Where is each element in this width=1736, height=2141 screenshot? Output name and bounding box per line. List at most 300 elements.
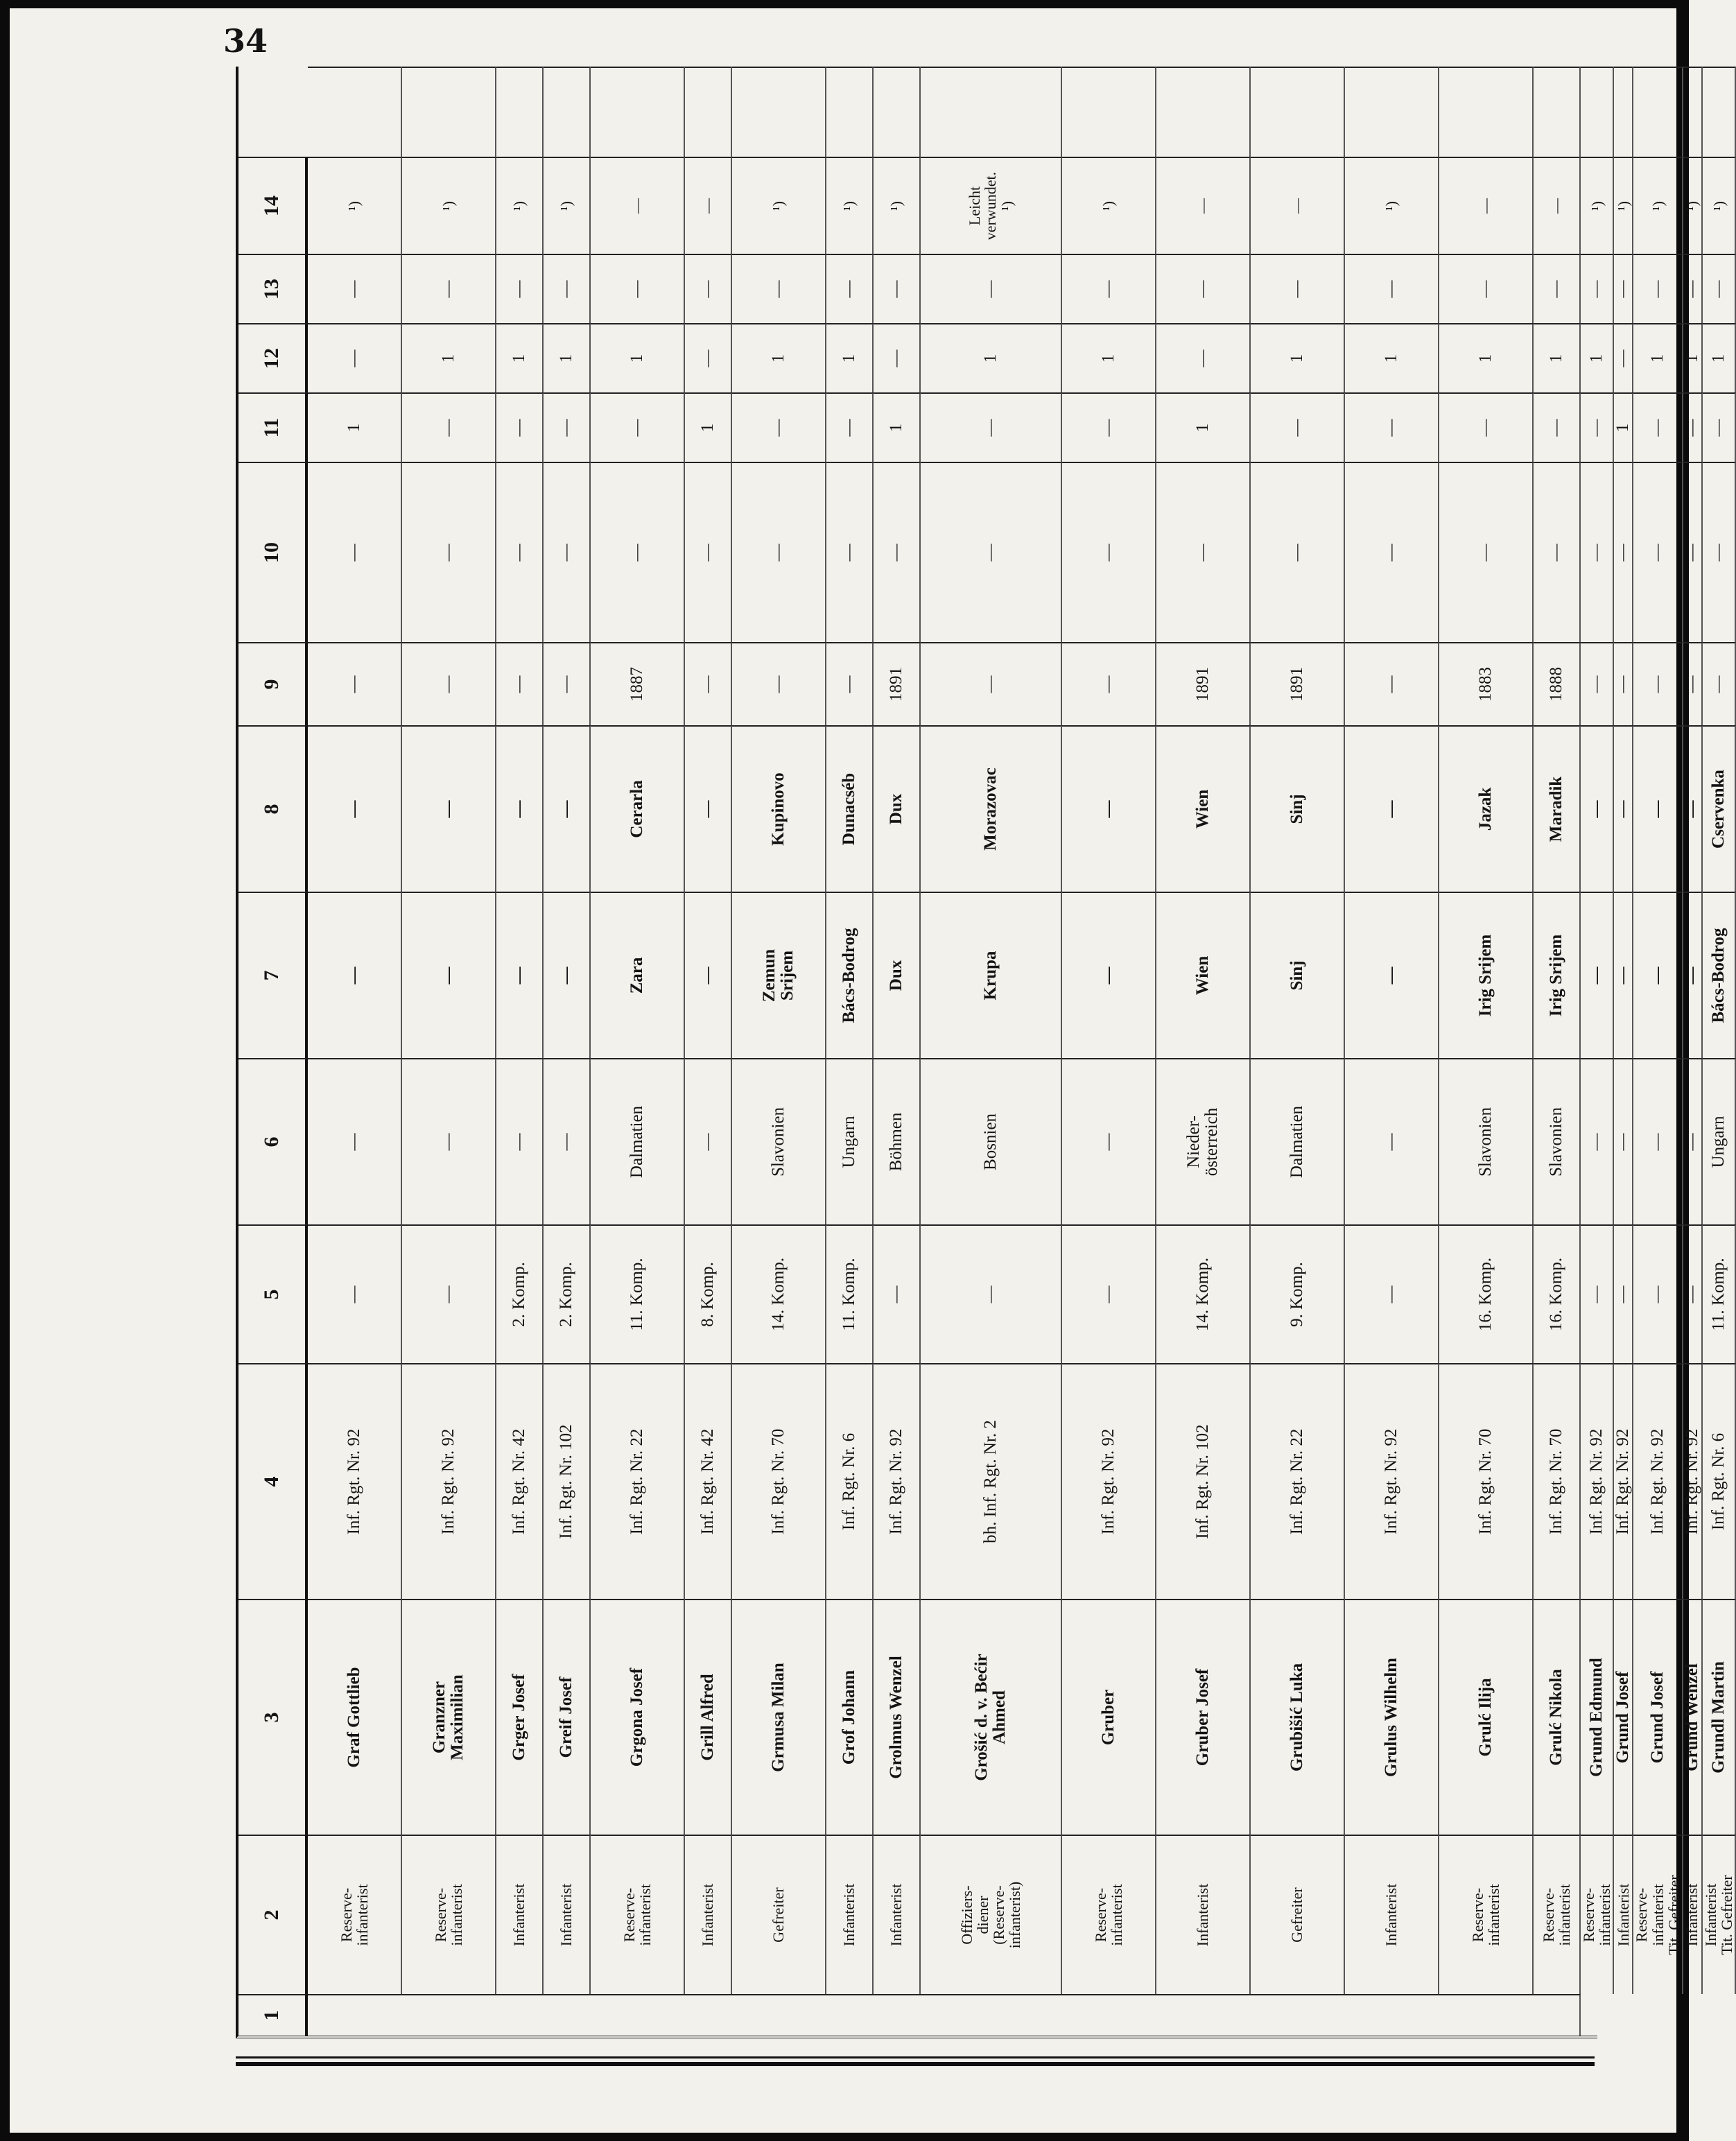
region-cell: —	[308, 1058, 402, 1224]
remark-cell: ¹)	[874, 157, 921, 254]
unit-cell: Inf. Rgt. Nr. 102	[1156, 1363, 1251, 1599]
district-cell: —	[685, 892, 732, 1058]
remark-cell: —	[685, 157, 732, 254]
region-cell: Ungarn	[1703, 1058, 1736, 1224]
year-cell: —	[1345, 642, 1439, 725]
town-cell: Wien	[1156, 725, 1251, 892]
town-cell: Sinj	[1251, 725, 1345, 892]
town-cell: Kupinovo	[732, 725, 826, 892]
blank-cell	[402, 67, 496, 157]
district-cell: Zemun Srijem	[732, 892, 826, 1058]
rank-cell: Reserve- infanterist	[1439, 1835, 1534, 1994]
rank-cell: Gefreiter	[732, 1835, 826, 1994]
col11-cell: —	[1703, 392, 1736, 462]
col11-cell: —	[496, 392, 544, 462]
company-cell: 14. Komp.	[732, 1224, 826, 1363]
col13-cell: —	[1439, 254, 1534, 323]
name-cell: Grubišić Luka	[1251, 1599, 1345, 1835]
col10-cell: —	[1062, 462, 1156, 642]
company-cell: 16. Komp.	[1439, 1224, 1534, 1363]
town-cell: —	[1614, 725, 1633, 892]
col13-cell: —	[921, 254, 1062, 323]
col10-cell: —	[874, 462, 921, 642]
column-header-2: 2	[238, 1835, 308, 1994]
column-header-14: 14	[238, 157, 308, 254]
remark-cell: ¹)	[402, 157, 496, 254]
col10-cell: —	[1581, 462, 1614, 642]
town-cell: Jazak	[1439, 725, 1534, 892]
col10-cell: —	[1534, 462, 1581, 642]
col11-cell: 1	[308, 392, 402, 462]
col12-cell: —	[1614, 323, 1633, 392]
blank-cell	[308, 67, 402, 157]
col10-cell: —	[496, 462, 544, 642]
name-cell: Grgona Josef	[591, 1599, 685, 1835]
year-cell: —	[308, 642, 402, 725]
col11-cell: —	[1345, 392, 1439, 462]
name-cell: Grulć Nikola	[1534, 1599, 1581, 1835]
rank-cell: Reserve- infanterist	[402, 1835, 496, 1994]
blank-cell	[1683, 67, 1703, 157]
town-cell: Dux	[874, 725, 921, 892]
unit-cell: Inf. Rgt. Nr. 92	[402, 1363, 496, 1599]
col13-cell: —	[1062, 254, 1156, 323]
company-cell: —	[921, 1224, 1062, 1363]
column-header-13: 13	[238, 254, 308, 323]
remark-cell: —	[1156, 157, 1251, 254]
col13-cell: —	[1683, 254, 1703, 323]
town-cell: Dunacséb	[826, 725, 874, 892]
rank-cell: Reserve- infanterist	[1534, 1835, 1581, 1994]
district-cell: Bács-Bodrog	[1703, 892, 1736, 1058]
blank-cell	[921, 67, 1062, 157]
blank-cell	[732, 67, 826, 157]
unit-cell: bh. Inf. Rgt. Nr. 2	[921, 1363, 1062, 1599]
blank-cell	[1581, 67, 1614, 157]
remark-cell: ¹)	[1683, 157, 1703, 254]
year-cell: —	[1703, 642, 1736, 725]
col12-cell: 1	[1703, 323, 1736, 392]
company-cell: 11. Komp.	[826, 1224, 874, 1363]
blank-cell	[874, 67, 921, 157]
year-cell: —	[1683, 642, 1703, 725]
col10-cell: —	[685, 462, 732, 642]
name-cell: Greif Josef	[544, 1599, 591, 1835]
col13-cell: —	[496, 254, 544, 323]
unit-cell: Inf. Rgt. Nr. 70	[732, 1363, 826, 1599]
unit-cell: Inf. Rgt. Nr. 6	[1703, 1363, 1736, 1599]
district-cell: Dux	[874, 892, 921, 1058]
blank-cell	[1439, 67, 1534, 157]
col11-cell: —	[732, 392, 826, 462]
column-header-11: 11	[238, 392, 308, 462]
col13-cell: —	[402, 254, 496, 323]
region-cell: Dalmatien	[591, 1058, 685, 1224]
remark-cell: ¹)	[1633, 157, 1683, 254]
blank-cell	[1614, 67, 1633, 157]
col12-cell: 1	[732, 323, 826, 392]
col10-cell: —	[544, 462, 591, 642]
remark-cell: ¹)	[1703, 157, 1736, 254]
rank-cell: Gefreiter	[1251, 1835, 1345, 1994]
region-cell: —	[1345, 1058, 1439, 1224]
remark-cell: Leicht verwundet. ¹)	[921, 157, 1062, 254]
company-cell: 8. Komp.	[685, 1224, 732, 1363]
col13-cell: —	[1581, 254, 1614, 323]
column-header-6: 6	[238, 1058, 308, 1224]
col10-cell: —	[591, 462, 685, 642]
column-header-12: 12	[238, 323, 308, 392]
unit-cell: Inf. Rgt. Nr. 92	[1581, 1363, 1614, 1599]
company-cell: —	[1633, 1224, 1683, 1363]
year-cell: —	[496, 642, 544, 725]
company-cell: 2. Komp.	[544, 1224, 591, 1363]
rank-cell: Infanterist	[874, 1835, 921, 1994]
year-cell: 1891	[874, 642, 921, 725]
blank-cell	[1062, 67, 1156, 157]
col11-cell: 1	[874, 392, 921, 462]
rank-cell: Infanterist	[1683, 1835, 1703, 1994]
col13-cell: —	[1534, 254, 1581, 323]
blank-cell	[1345, 67, 1439, 157]
name-cell: Grund Wenzel	[1683, 1599, 1703, 1835]
region-cell: Dalmatien	[1251, 1058, 1345, 1224]
col13-cell: —	[591, 254, 685, 323]
company-cell: —	[308, 1224, 402, 1363]
page-number: 34	[223, 22, 268, 60]
remark-cell: ¹)	[732, 157, 826, 254]
district-cell: —	[1062, 892, 1156, 1058]
unit-cell: Inf. Rgt. Nr. 92	[1614, 1363, 1633, 1599]
col12-cell: 1	[1345, 323, 1439, 392]
blank-cell	[1156, 67, 1251, 157]
unit-cell: Inf. Rgt. Nr. 92	[1683, 1363, 1703, 1599]
col10-cell: —	[1345, 462, 1439, 642]
region-cell: Bosnien	[921, 1058, 1062, 1224]
col13-cell: —	[1614, 254, 1633, 323]
district-cell: Sinj	[1251, 892, 1345, 1058]
name-cell: Grmusa Milan	[732, 1599, 826, 1835]
year-cell: —	[685, 642, 732, 725]
year-cell: —	[732, 642, 826, 725]
col11-cell: —	[1251, 392, 1345, 462]
name-cell: Gruber	[1062, 1599, 1156, 1835]
col13-cell: —	[685, 254, 732, 323]
town-cell: —	[1683, 725, 1703, 892]
district-cell: Irig Srijem	[1439, 892, 1534, 1058]
column-header-9: 9	[238, 642, 308, 725]
remark-cell: ¹)	[1345, 157, 1439, 254]
col11-cell: —	[591, 392, 685, 462]
remark-cell: —	[1439, 157, 1534, 254]
company-cell: 9. Komp.	[1251, 1224, 1345, 1363]
col10-cell: —	[1156, 462, 1251, 642]
rank-cell: Infanterist	[1614, 1835, 1633, 1994]
name-cell: Grund Josef	[1633, 1599, 1683, 1835]
col10-cell: —	[1251, 462, 1345, 642]
town-cell: —	[685, 725, 732, 892]
name-cell: Grger Josef	[496, 1599, 544, 1835]
year-cell: 1887	[591, 642, 685, 725]
col12-cell: 1	[591, 323, 685, 392]
year-cell: —	[826, 642, 874, 725]
col11-cell: —	[402, 392, 496, 462]
col10-cell: —	[1703, 462, 1736, 642]
blank-cell	[591, 67, 685, 157]
rank-cell: Reserve- infanterist Tit. Gefreiter	[1633, 1835, 1683, 1994]
district-cell: —	[544, 892, 591, 1058]
column-1-body	[308, 1994, 1581, 2036]
company-cell: 11. Komp.	[591, 1224, 685, 1363]
rank-cell: Reserve- infanterist	[591, 1835, 685, 1994]
name-cell: Grof Johann	[826, 1599, 874, 1835]
unit-cell: Inf. Rgt. Nr. 92	[308, 1363, 402, 1599]
company-cell: —	[1581, 1224, 1614, 1363]
col13-cell: —	[874, 254, 921, 323]
company-cell: —	[1683, 1224, 1703, 1363]
town-cell: —	[496, 725, 544, 892]
district-cell: —	[1683, 892, 1703, 1058]
unit-cell: Inf. Rgt. Nr. 102	[544, 1363, 591, 1599]
blank-cell	[1534, 67, 1581, 157]
col12-cell: —	[685, 323, 732, 392]
col10-cell: —	[1683, 462, 1703, 642]
region-cell: —	[1614, 1058, 1633, 1224]
col12-cell: 1	[1683, 323, 1703, 392]
region-cell: —	[1633, 1058, 1683, 1224]
outer-double-rule	[236, 2056, 1595, 2066]
rank-cell: Offiziers- diener (Reserve- infanterist)	[921, 1835, 1062, 1994]
col11-cell: —	[826, 392, 874, 462]
name-cell: Grulus Wilhelm	[1345, 1599, 1439, 1835]
col11-cell: —	[1581, 392, 1614, 462]
col12-cell: —	[1156, 323, 1251, 392]
col11-cell: 1	[1156, 392, 1251, 462]
company-cell: 11. Komp.	[1703, 1224, 1736, 1363]
year-cell: 1883	[1439, 642, 1534, 725]
blank-cell	[1703, 67, 1736, 157]
remark-cell: —	[1251, 157, 1345, 254]
blank-cell	[826, 67, 874, 157]
year-cell: —	[544, 642, 591, 725]
col11-cell: —	[1439, 392, 1534, 462]
col12-cell: 1	[1251, 323, 1345, 392]
year-cell: —	[1062, 642, 1156, 725]
col10-cell: —	[402, 462, 496, 642]
region-cell: Slavonien	[732, 1058, 826, 1224]
rank-cell: Infanterist	[685, 1835, 732, 1994]
rotated-table-container	[236, 42, 1736, 2038]
town-cell: —	[1062, 725, 1156, 892]
unit-cell: Inf. Rgt. Nr. 42	[685, 1363, 732, 1599]
col12-cell: —	[874, 323, 921, 392]
region-cell: —	[544, 1058, 591, 1224]
rank-cell: Infanterist	[544, 1835, 591, 1994]
name-cell: Grund Josef	[1614, 1599, 1633, 1835]
col13-cell: —	[1156, 254, 1251, 323]
district-cell: —	[1581, 892, 1614, 1058]
district-cell: Bács-Bodrog	[826, 892, 874, 1058]
year-cell: 1891	[1156, 642, 1251, 725]
region-cell: Böhmen	[874, 1058, 921, 1224]
district-cell: —	[1614, 892, 1633, 1058]
name-cell: Grolmus Wenzel	[874, 1599, 921, 1835]
col10-cell: —	[732, 462, 826, 642]
remark-cell: ¹)	[544, 157, 591, 254]
company-cell: 14. Komp.	[1156, 1224, 1251, 1363]
col13-cell: —	[732, 254, 826, 323]
rank-cell: Reserve- infanterist	[308, 1835, 402, 1994]
remark-cell: ¹)	[1614, 157, 1633, 254]
col12-cell: 1	[826, 323, 874, 392]
district-cell: Krupa	[921, 892, 1062, 1058]
company-cell: 2. Komp.	[496, 1224, 544, 1363]
rank-cell: Reserve- infanterist	[1581, 1835, 1614, 1994]
col12-cell: 1	[544, 323, 591, 392]
remark-cell: ¹)	[1581, 157, 1614, 254]
casualty-table	[236, 67, 1736, 2038]
company-cell: —	[1345, 1224, 1439, 1363]
col12-cell: 1	[1581, 323, 1614, 392]
company-cell: —	[402, 1224, 496, 1363]
col13-cell: —	[826, 254, 874, 323]
unit-cell: Inf. Rgt. Nr. 22	[591, 1363, 685, 1599]
remark-cell: ¹)	[496, 157, 544, 254]
col12-cell: 1	[1062, 323, 1156, 392]
remark-cell: ¹)	[1062, 157, 1156, 254]
col11-cell: 1	[1614, 392, 1633, 462]
district-cell: —	[402, 892, 496, 1058]
company-cell: —	[874, 1224, 921, 1363]
region-cell: —	[496, 1058, 544, 1224]
year-cell: —	[1633, 642, 1683, 725]
blank-cell	[685, 67, 732, 157]
column-header-5: 5	[238, 1224, 308, 1363]
col13-cell: —	[1345, 254, 1439, 323]
name-cell: Grundl Martin	[1703, 1599, 1736, 1835]
name-cell: Grošić d. v. Bećir Ahmed	[921, 1599, 1062, 1835]
town-cell: —	[544, 725, 591, 892]
column-header-10: 10	[238, 462, 308, 642]
col12-cell: —	[308, 323, 402, 392]
col13-cell: —	[1633, 254, 1683, 323]
name-cell: Grund Edmund	[1581, 1599, 1614, 1835]
rank-cell: Infanterist	[496, 1835, 544, 1994]
district-cell: —	[1633, 892, 1683, 1058]
remark-cell: —	[591, 157, 685, 254]
rank-cell: Infanterist	[1345, 1835, 1439, 1994]
column-header-3: 3	[238, 1599, 308, 1835]
town-cell: —	[1633, 725, 1683, 892]
unit-cell: Inf. Rgt. Nr. 70	[1534, 1363, 1581, 1599]
region-cell: —	[1062, 1058, 1156, 1224]
year-cell: —	[921, 642, 1062, 725]
rank-cell: Infanterist	[1156, 1835, 1251, 1994]
rank-cell: Reserve- infanterist	[1062, 1835, 1156, 1994]
year-cell: 1891	[1251, 642, 1345, 725]
town-cell: Maradik	[1534, 725, 1581, 892]
name-cell: Graf Gottlieb	[308, 1599, 402, 1835]
region-cell: Nieder- österreich	[1156, 1058, 1251, 1224]
year-cell: —	[402, 642, 496, 725]
town-cell: —	[308, 725, 402, 892]
name-cell: Grulć Ilija	[1439, 1599, 1534, 1835]
region-cell: —	[685, 1058, 732, 1224]
town-cell: Cservenka	[1703, 725, 1736, 892]
col13-cell: —	[1251, 254, 1345, 323]
remark-cell: —	[1534, 157, 1581, 254]
district-cell: Irig Srijem	[1534, 892, 1581, 1058]
rank-cell: Infanterist Tit. Gefreiter	[1703, 1835, 1736, 1994]
unit-cell: Inf. Rgt. Nr. 92	[1633, 1363, 1683, 1599]
col10-cell: —	[1614, 462, 1633, 642]
name-cell: Granzner Maximilian	[402, 1599, 496, 1835]
town-cell: —	[402, 725, 496, 892]
unit-cell: Inf. Rgt. Nr. 6	[826, 1363, 874, 1599]
blank-cell	[544, 67, 591, 157]
col12-cell: 1	[921, 323, 1062, 392]
region-cell: —	[1683, 1058, 1703, 1224]
region-cell: —	[402, 1058, 496, 1224]
col11-cell: —	[1534, 392, 1581, 462]
col11-cell: —	[921, 392, 1062, 462]
town-cell: —	[1581, 725, 1614, 892]
region-cell: Slavonien	[1439, 1058, 1534, 1224]
column-header-8: 8	[238, 725, 308, 892]
blank-cell	[496, 67, 544, 157]
district-cell: Zara	[591, 892, 685, 1058]
district-cell: Wien	[1156, 892, 1251, 1058]
name-cell: Gruber Josef	[1156, 1599, 1251, 1835]
unit-cell: Inf. Rgt. Nr. 92	[874, 1363, 921, 1599]
region-cell: Slavonien	[1534, 1058, 1581, 1224]
unit-cell: Inf. Rgt. Nr. 92	[1345, 1363, 1439, 1599]
col11-cell: —	[1062, 392, 1156, 462]
district-cell: —	[1345, 892, 1439, 1058]
remark-cell: ¹)	[826, 157, 874, 254]
col12-cell: 1	[1633, 323, 1683, 392]
col13-cell: —	[1703, 254, 1736, 323]
col10-cell: —	[308, 462, 402, 642]
col12-cell: 1	[496, 323, 544, 392]
year-cell: —	[1581, 642, 1614, 725]
col10-cell: —	[1633, 462, 1683, 642]
region-cell: Ungarn	[826, 1058, 874, 1224]
col11-cell: 1	[685, 392, 732, 462]
unit-cell: Inf. Rgt. Nr. 92	[1062, 1363, 1156, 1599]
town-cell: Morazovac	[921, 725, 1062, 892]
district-cell: —	[496, 892, 544, 1058]
year-cell: 1888	[1534, 642, 1581, 725]
col13-cell: —	[544, 254, 591, 323]
unit-cell: Inf. Rgt. Nr. 42	[496, 1363, 544, 1599]
col13-cell: —	[308, 254, 402, 323]
region-cell: —	[1581, 1058, 1614, 1224]
remark-cell: ¹)	[308, 157, 402, 254]
col11-cell: —	[1633, 392, 1683, 462]
column-header-7: 7	[238, 892, 308, 1058]
town-cell: Cerarla	[591, 725, 685, 892]
col12-cell: 1	[1534, 323, 1581, 392]
district-cell: —	[308, 892, 402, 1058]
blank-cell	[1251, 67, 1345, 157]
name-cell: Grill Alfred	[685, 1599, 732, 1835]
blank-cell	[1633, 67, 1683, 157]
rank-cell: Infanterist	[826, 1835, 874, 1994]
col10-cell: —	[921, 462, 1062, 642]
year-cell: —	[1614, 642, 1633, 725]
company-cell: —	[1062, 1224, 1156, 1363]
